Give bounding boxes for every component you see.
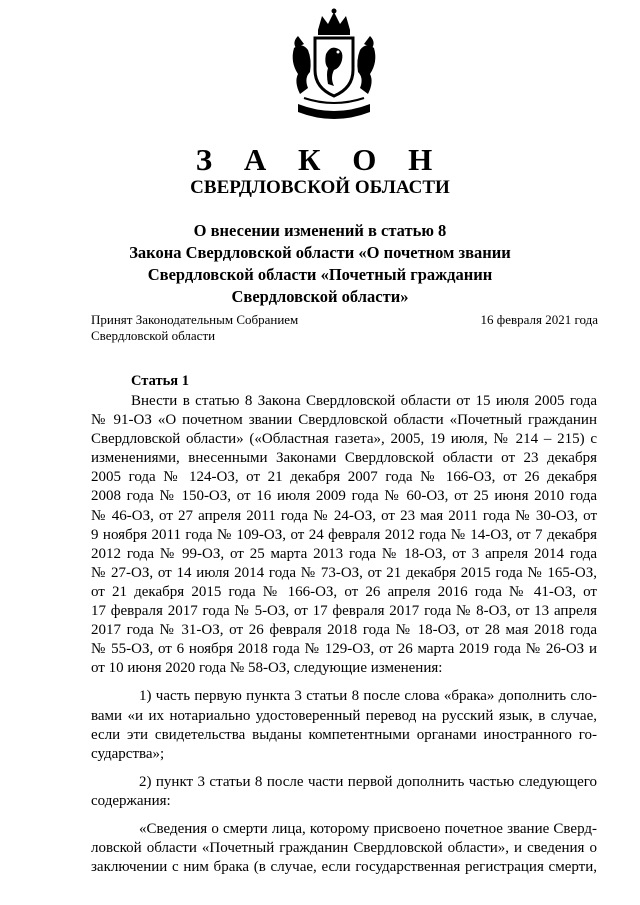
- quote-paragraph: [91, 820, 597, 877]
- subject-line: Свердловской области»: [231, 287, 409, 306]
- article-body: [91, 392, 597, 877]
- text-line: 2005 года № 124-ОЗ, от 21 декабря 2007 года № 166-ОЗ, от 26 декабря: [91, 469, 597, 486]
- article-heading: Статья 1: [131, 373, 189, 389]
- text-line: заключении с ним брака (в случае, если государственная регистрация смерти,: [91, 859, 597, 876]
- text-line: 9 ноября 2011 года № 109-ОЗ, от 24 февраля 2012 года № 14-ОЗ, от 7 декабря: [91, 526, 597, 543]
- text-line: вами «и их нотариально удостоверенный перевод на русский язык, в случае,: [91, 707, 597, 724]
- text-line: № 55-ОЗ, от 6 ноября 2018 года № 129-ОЗ, от 26 марта 2019 года № 26-ОЗ и: [91, 641, 597, 658]
- subject-line: О внесении изменений в статью 8: [193, 221, 447, 240]
- text-line: если эти свидетельства выданы компетентными органами иностранного го-: [91, 726, 597, 743]
- intro-paragraph: [91, 392, 597, 678]
- adoption-line: Принят Законодательным Собранием: [91, 312, 299, 327]
- adoption-line: Свердловской области: [91, 328, 216, 343]
- text-line: № 46-ОЗ, от 27 апреля 2011 года № 24-ОЗ, от 23 мая 2011 года № 30-ОЗ, от: [91, 507, 597, 524]
- adoption-date: 16 февраля 2021 года: [480, 312, 598, 327]
- item-1-paragraph: [91, 687, 597, 763]
- coat-of-arms-emblem: [288, 8, 380, 126]
- subject-line: Свердловской области «Почетный гражданин: [147, 265, 493, 284]
- text-line: № 27-ОЗ, от 14 июля 2014 года № 73-ОЗ, от 21 декабря 2015 года № 165-ОЗ,: [91, 564, 597, 581]
- law-title: З А К О Н: [195, 142, 445, 177]
- text-line: «Сведения о смерти лица, которому присвоено почетное звание Сверд-: [139, 820, 597, 837]
- text-line: Внести в статью 8 Закона Свердловской области от 15 июля 2005 года: [131, 393, 597, 409]
- text-line: от 21 декабря 2015 года № 166-ОЗ, от 26 апреля 2016 года № 41-ОЗ, от: [91, 583, 597, 600]
- text-line: 2017 года № 31-ОЗ, от 26 февраля 2018 года № 18-ОЗ, от 28 мая 2018 года: [91, 622, 597, 639]
- text-line: от 10 июня 2020 года № 58-ОЗ, следующие изменения:: [91, 660, 443, 677]
- text-line: 2012 года № 99-ОЗ, от 25 марта 2013 года № 18-ОЗ, от 3 апреля 2014 года: [91, 545, 597, 562]
- adoption-info: [91, 312, 298, 344]
- law-subject: [0, 220, 640, 308]
- text-line: Свердловской области» («Областная газета», 2005, 19 июля, № 214 – 215) с: [91, 431, 597, 448]
- text-line: ловской области «Почетный гражданин Свердловской области», и сведения о: [91, 840, 597, 857]
- text-line: 1) часть первую пункта 3 статьи 8 после слова «брака» дополнить сло-: [139, 688, 597, 705]
- text-line: сударства»;: [91, 745, 165, 762]
- text-line: 2008 года № 150-ОЗ, от 16 июля 2009 года № 60-ОЗ, от 25 июня 2010 года: [91, 488, 597, 505]
- text-line: содержания:: [91, 792, 171, 809]
- text-line: 2) пункт 3 статьи 8 после части первой дополнить частью следующего: [139, 773, 597, 790]
- item-2-paragraph: [91, 773, 597, 811]
- text-line: изменениями, внесенными Законами Свердловской области от 23 декабря: [91, 450, 597, 467]
- text-line: 17 февраля 2017 года № 5-ОЗ, от 17 февраля 2017 года № 8-ОЗ, от 13 апреля: [91, 603, 597, 620]
- law-region: СВЕРДЛОВСКОЙ ОБЛАСТИ: [190, 177, 450, 198]
- text-line: № 91-ОЗ «О почетном звании Свердловской области «Почетный гражданин: [91, 412, 597, 429]
- subject-line: Закона Свердловской области «О почетном звании: [129, 243, 511, 262]
